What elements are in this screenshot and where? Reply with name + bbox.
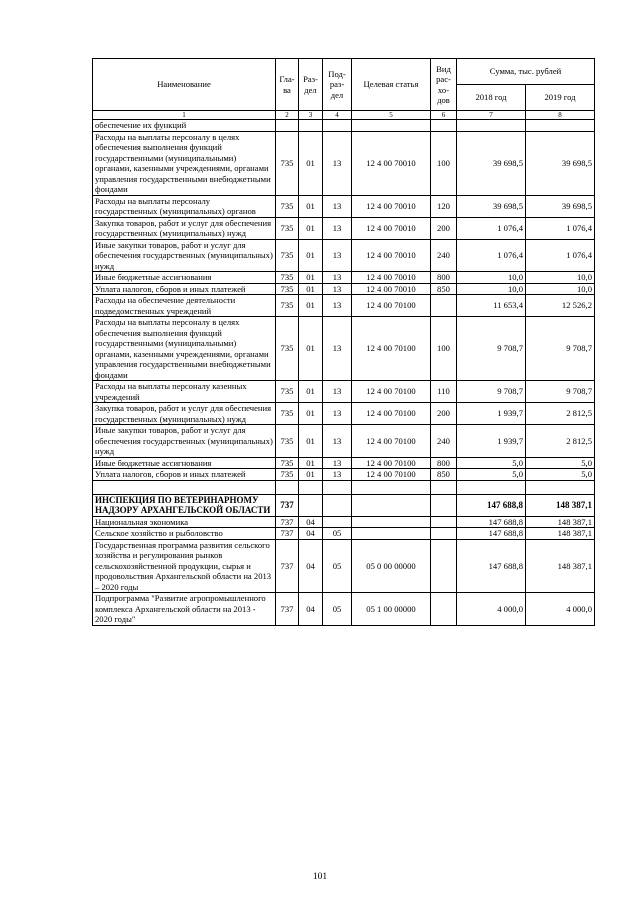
table-row [93,516,595,528]
cell-expense-type: 850 [431,469,457,481]
page-number: 101 [312,872,328,882]
cell-name: Расходы на выплаты персоналу в целях обеспечения выполнения функций государственными (муниципальными) органами, казенными учреждениями, органами управления государственными внебюджетными фондами [93,317,276,381]
table-row [93,283,595,295]
cell-subsection: 05 [323,593,352,626]
cell-subsection: 13 [323,317,352,381]
table-row-spacer [93,480,595,494]
cell-subsection: 13 [323,217,352,239]
cell-sum-2019: 39 698,5 [526,131,595,195]
cell-sum-2018: 5,0 [457,457,526,469]
column-number: 2 [276,111,299,120]
cell-target [352,494,431,516]
cell-name: Иные бюджетные ассигнования [93,272,276,284]
cell-sum-2019: 4 000,0 [526,593,595,626]
cell-subsection: 05 [323,539,352,593]
cell-chapter: 735 [276,317,299,381]
cell-name: Закупка товаров, работ и услуг для обеспечения государственных (муниципальных) нужд [93,403,276,425]
header-chapter: Гла-ва [276,59,299,111]
cell-target: 05 0 00 00000 [352,539,431,593]
cell-name: Сельское хозяйство и рыболовство [93,528,276,540]
column-number: 1 [93,111,276,120]
table-row [93,239,595,272]
table-row [93,425,595,458]
cell-section: 01 [299,195,323,217]
cell-name: Уплата налогов, сборов и иных платежей [93,283,276,295]
table-row-department [93,494,595,516]
cell-chapter: 735 [276,403,299,425]
cell-expense-type [431,539,457,593]
cell-sum-2019: 1 076,4 [526,217,595,239]
header-name: Наименование [93,59,276,111]
cell-expense-type: 240 [431,425,457,458]
cell-expense-type: 120 [431,195,457,217]
cell-chapter: 735 [276,131,299,195]
cell-chapter: 735 [276,217,299,239]
cell-target: 12 4 00 70010 [352,239,431,272]
cell-name: Иные закупки товаров, работ и услуг для обеспечения государственных (муниципальных) нужд [93,239,276,272]
cell-expense-type: 800 [431,457,457,469]
table-body [93,120,595,626]
cell-sum-2019: 2 812,5 [526,425,595,458]
cell-chapter: 735 [276,272,299,284]
cell-sum-2018: 39 698,5 [457,131,526,195]
cell-expense-type: 110 [431,381,457,403]
cell-target: 12 4 00 70100 [352,403,431,425]
cell-sum-2019: 2 812,5 [526,403,595,425]
table-row [93,469,595,481]
cell-section: 04 [299,539,323,593]
cell-section: 04 [299,516,323,528]
table-row [93,195,595,217]
table-row [93,539,595,593]
cell-subsection [323,516,352,528]
cell-expense-type: 100 [431,317,457,381]
cell-section: 01 [299,272,323,284]
cell-target [352,480,431,494]
cell-chapter: 735 [276,195,299,217]
cell-target: 12 4 00 70100 [352,317,431,381]
cell-expense-type [431,120,457,132]
cell-section: 01 [299,283,323,295]
cell-name: Расходы на выплаты персоналу государственных (муниципальных) органов [93,195,276,217]
cell-subsection [323,120,352,132]
cell-subsection: 13 [323,381,352,403]
header-expense-type: Вид рас-хо-дов [431,59,457,111]
cell-sum-2018: 10,0 [457,272,526,284]
cell-name: Расходы на обеспечение деятельности подведомственных учреждений [93,295,276,317]
cell-subsection [323,494,352,516]
cell-target [352,120,431,132]
cell-sum-2018: 11 653,4 [457,295,526,317]
cell-section: 01 [299,425,323,458]
cell-sum-2018: 1 076,4 [457,217,526,239]
table-row [93,593,595,626]
cell-expense-type: 850 [431,283,457,295]
cell-chapter: 737 [276,539,299,593]
cell-name: Иные закупки товаров, работ и услуг для обеспечения государственных (муниципальных) нужд [93,425,276,458]
cell-chapter: 735 [276,457,299,469]
column-number: 8 [526,111,595,120]
cell-section: 01 [299,403,323,425]
cell-target: 12 4 00 70100 [352,425,431,458]
header-sum: Сумма, тыс. рублей [457,59,595,85]
cell-target: 12 4 00 70100 [352,295,431,317]
cell-target: 12 4 00 70010 [352,131,431,195]
cell-name: Национальная экономика [93,516,276,528]
cell-name: ИНСПЕКЦИЯ ПО ВЕТЕРИНАРНОМУ НАДЗОРУ АРХАНГЕЛЬСКОЙ ОБЛАСТИ [93,494,276,516]
cell-name: Государственная программа развития сельского хозяйства и регулирования рынков сельскохозяйственной продукции, сырья и продовольствия Архангельской области на 2013 – 2020 годы [93,539,276,593]
cell-subsection: 13 [323,469,352,481]
cell-expense-type: 100 [431,131,457,195]
cell-name: Уплата налогов, сборов и иных платежей [93,469,276,481]
column-number: 6 [431,111,457,120]
cell-target: 12 4 00 70100 [352,469,431,481]
cell-sum-2019: 148 387,1 [526,516,595,528]
header-year-2018: 2018 год [457,85,526,111]
cell-name: Расходы на выплаты персоналу казенных учреждений [93,381,276,403]
cell-name: Расходы на выплаты персоналу в целях обеспечения выполнения функций государственными (муниципальными) органами, казенными учреждениями, органами управления государственными внебюджетными фондами [93,131,276,195]
table-row [93,528,595,540]
cell-sum-2019 [526,120,595,132]
cell-section: 01 [299,317,323,381]
cell-sum-2018: 4 000,0 [457,593,526,626]
cell-sum-2018: 1 939,7 [457,403,526,425]
header-section: Раз-дел [299,59,323,111]
cell-section [299,494,323,516]
column-number: 4 [323,111,352,120]
cell-expense-type: 800 [431,272,457,284]
cell-sum-2018: 1 939,7 [457,425,526,458]
cell-chapter: 735 [276,283,299,295]
cell-chapter: 735 [276,239,299,272]
cell-subsection: 13 [323,239,352,272]
cell-expense-type: 200 [431,217,457,239]
column-numbers-row [93,111,595,120]
cell-section: 01 [299,469,323,481]
cell-chapter: 735 [276,295,299,317]
cell-chapter: 735 [276,469,299,481]
cell-sum-2019: 10,0 [526,272,595,284]
cell-expense-type [431,528,457,540]
cell-sum-2018: 1 076,4 [457,239,526,272]
cell-name: Иные бюджетные ассигнования [93,457,276,469]
header-year-2019: 2019 год [526,85,595,111]
cell-expense-type [431,516,457,528]
cell-sum-2018 [457,120,526,132]
table-row [93,272,595,284]
cell-sum-2018: 10,0 [457,283,526,295]
cell-sum-2019 [526,480,595,494]
cell-chapter: 737 [276,593,299,626]
cell-subsection: 13 [323,295,352,317]
cell-expense-type [431,593,457,626]
cell-target: 12 4 00 70010 [352,283,431,295]
cell-sum-2019: 39 698,5 [526,195,595,217]
cell-subsection: 13 [323,403,352,425]
column-number: 3 [299,111,323,120]
cell-sum-2018: 9 708,7 [457,317,526,381]
cell-target: 12 4 00 70010 [352,217,431,239]
cell-section: 01 [299,381,323,403]
cell-target: 12 4 00 70100 [352,381,431,403]
cell-sum-2019: 148 387,1 [526,539,595,593]
cell-subsection: 13 [323,131,352,195]
cell-sum-2018: 147 688,8 [457,494,526,516]
table-row [93,131,595,195]
cell-sum-2019: 9 708,7 [526,317,595,381]
cell-sum-2018: 147 688,8 [457,528,526,540]
column-number: 7 [457,111,526,120]
cell-target: 12 4 00 70100 [352,457,431,469]
cell-section: 01 [299,295,323,317]
table-row [93,295,595,317]
cell-sum-2018: 39 698,5 [457,195,526,217]
cell-sum-2019: 9 708,7 [526,381,595,403]
cell-section: 01 [299,239,323,272]
cell-section: 01 [299,217,323,239]
cell-sum-2019: 1 076,4 [526,239,595,272]
column-number: 5 [352,111,431,120]
cell-subsection: 13 [323,457,352,469]
table-row [93,120,595,132]
cell-name [93,480,276,494]
cell-chapter [276,480,299,494]
cell-sum-2018: 147 688,8 [457,539,526,593]
cell-name: Подпрограмма "Развитие агропромышленного комплекса Архангельской области на 2013 - 2020 годы" [93,593,276,626]
header-target: Целевая статья [352,59,431,111]
cell-chapter: 735 [276,381,299,403]
cell-subsection [323,480,352,494]
cell-section [299,120,323,132]
budget-table [92,58,595,626]
cell-sum-2019: 5,0 [526,469,595,481]
cell-expense-type [431,295,457,317]
cell-chapter: 737 [276,494,299,516]
cell-expense-type [431,494,457,516]
cell-subsection: 05 [323,528,352,540]
cell-target [352,528,431,540]
cell-sum-2019: 12 526,2 [526,295,595,317]
cell-subsection: 13 [323,425,352,458]
cell-sum-2018: 9 708,7 [457,381,526,403]
table-row [93,217,595,239]
header-subsection: Под-раз-дел [323,59,352,111]
cell-expense-type: 240 [431,239,457,272]
cell-chapter: 737 [276,528,299,540]
cell-subsection: 13 [323,195,352,217]
cell-section: 04 [299,528,323,540]
cell-sum-2019: 5,0 [526,457,595,469]
table-row [93,317,595,381]
table-row [93,381,595,403]
cell-chapter: 737 [276,516,299,528]
cell-sum-2019: 148 387,1 [526,528,595,540]
cell-name: Закупка товаров, работ и услуг для обеспечения государственных (муниципальных) нужд [93,217,276,239]
cell-section: 04 [299,593,323,626]
cell-target: 12 4 00 70010 [352,272,431,284]
cell-section: 01 [299,131,323,195]
cell-expense-type [431,480,457,494]
cell-expense-type: 200 [431,403,457,425]
cell-subsection: 13 [323,283,352,295]
cell-target [352,516,431,528]
table-row [93,457,595,469]
cell-name: обеспечение их функций [93,120,276,132]
cell-sum-2018 [457,480,526,494]
cell-target: 12 4 00 70010 [352,195,431,217]
cell-target: 05 1 00 00000 [352,593,431,626]
table-row [93,403,595,425]
cell-chapter [276,120,299,132]
cell-sum-2018: 5,0 [457,469,526,481]
cell-section [299,480,323,494]
cell-chapter: 735 [276,425,299,458]
cell-sum-2018: 147 688,8 [457,516,526,528]
table-header [93,59,595,120]
cell-sum-2019: 148 387,1 [526,494,595,516]
cell-section: 01 [299,457,323,469]
cell-subsection: 13 [323,272,352,284]
cell-sum-2019: 10,0 [526,283,595,295]
